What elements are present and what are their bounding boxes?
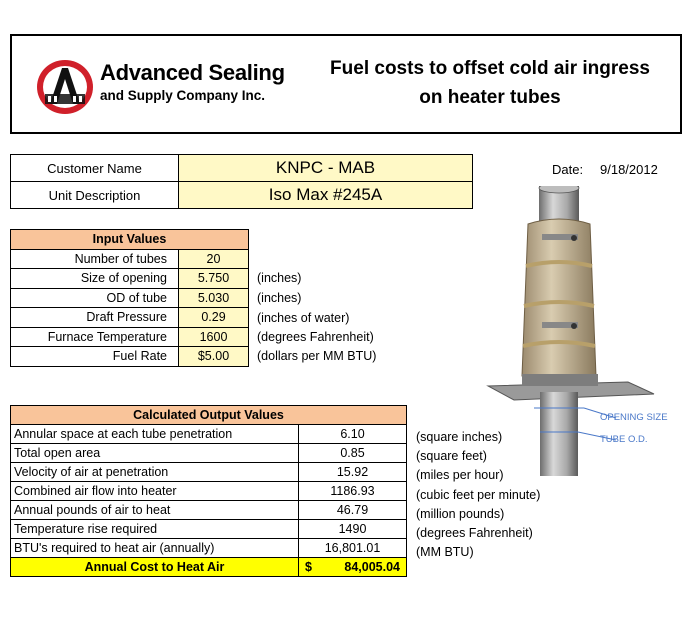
annual-cost-value [299, 558, 407, 577]
input-label: Size of opening [11, 269, 179, 289]
input-values-table [10, 229, 249, 367]
input-label: Draft Pressure [11, 308, 179, 328]
output-unit: (million pounds) [416, 507, 505, 521]
input-label: Number of tubes [11, 249, 179, 269]
unit-description-label: Unit Description [11, 182, 179, 209]
number-of-tubes-field[interactable]: 20 [179, 249, 249, 269]
output-unit: (square feet) [416, 449, 487, 463]
company-name-line2: and Supply Company Inc. [100, 88, 266, 103]
customer-name-label: Customer Name [11, 155, 179, 182]
output-value: 16,801.01 [299, 539, 407, 558]
date-label: Date: [552, 162, 584, 177]
tube-seal-illustration [478, 186, 678, 476]
output-value: 15.92 [299, 463, 407, 482]
draft-pressure-field[interactable]: 0.29 [179, 308, 249, 328]
report-title-line2: on heater tubes [419, 87, 561, 108]
output-label: Total open area [11, 444, 299, 463]
output-value: 0.85 [299, 444, 407, 463]
report-title-line1: Fuel costs to offset cold air ingress [330, 58, 650, 79]
date-value[interactable]: 9/18/2012 [600, 162, 658, 177]
input-label: Furnace Temperature [11, 327, 179, 347]
output-unit: (MM BTU) [416, 545, 474, 559]
output-values-header: Calculated Output Values [11, 406, 407, 425]
company-name-line1: Advanced Sealing [100, 60, 285, 85]
output-label: Combined air flow into heater [11, 482, 299, 501]
annual-cost-label: Annual Cost to Heat Air [11, 558, 299, 577]
fuel-rate-field[interactable]: $5.00 [179, 347, 249, 367]
input-unit: (inches of water) [257, 311, 350, 325]
output-unit: (cubic feet per minute) [416, 488, 541, 502]
output-label: Temperature rise required [11, 520, 299, 539]
output-label: BTU's required to heat air (annually) [11, 539, 299, 558]
output-unit: (miles per hour) [416, 468, 504, 482]
output-label: Velocity of air at penetration [11, 463, 299, 482]
customer-info-table [10, 154, 473, 209]
output-value: 46.79 [299, 501, 407, 520]
furnace-temperature-field[interactable]: 1600 [179, 327, 249, 347]
output-label: Annual pounds of air to heat [11, 501, 299, 520]
input-label: OD of tube [11, 288, 179, 308]
output-value: 1186.93 [299, 482, 407, 501]
output-unit: (degrees Fahrenheit) [416, 526, 533, 540]
input-unit: (dollars per MM BTU) [257, 349, 377, 363]
annual-cost-amount: 84,005.04 [344, 560, 400, 574]
unit-description-field[interactable]: Iso Max #245A [179, 182, 473, 209]
company-logo [36, 58, 94, 116]
input-unit: (degrees Fahrenheit) [257, 330, 374, 344]
input-label: Fuel Rate [11, 347, 179, 367]
output-label: Annular space at each tube penetration [11, 425, 299, 444]
opening-size-callout: OPENING SIZE [600, 412, 668, 423]
od-of-tube-field[interactable]: 5.030 [179, 288, 249, 308]
input-unit: (inches) [257, 271, 302, 285]
input-unit: (inches) [257, 291, 302, 305]
output-values-table [10, 405, 407, 577]
customer-name-field[interactable]: KNPC - MAB [179, 155, 473, 182]
output-unit: (square inches) [416, 430, 503, 444]
output-value: 6.10 [299, 425, 407, 444]
tube-od-callout: TUBE O.D. [600, 434, 648, 445]
input-values-header: Input Values [11, 230, 249, 250]
output-value: 1490 [299, 520, 407, 539]
currency-symbol: $ [305, 560, 312, 574]
size-of-opening-field[interactable]: 5.750 [179, 269, 249, 289]
